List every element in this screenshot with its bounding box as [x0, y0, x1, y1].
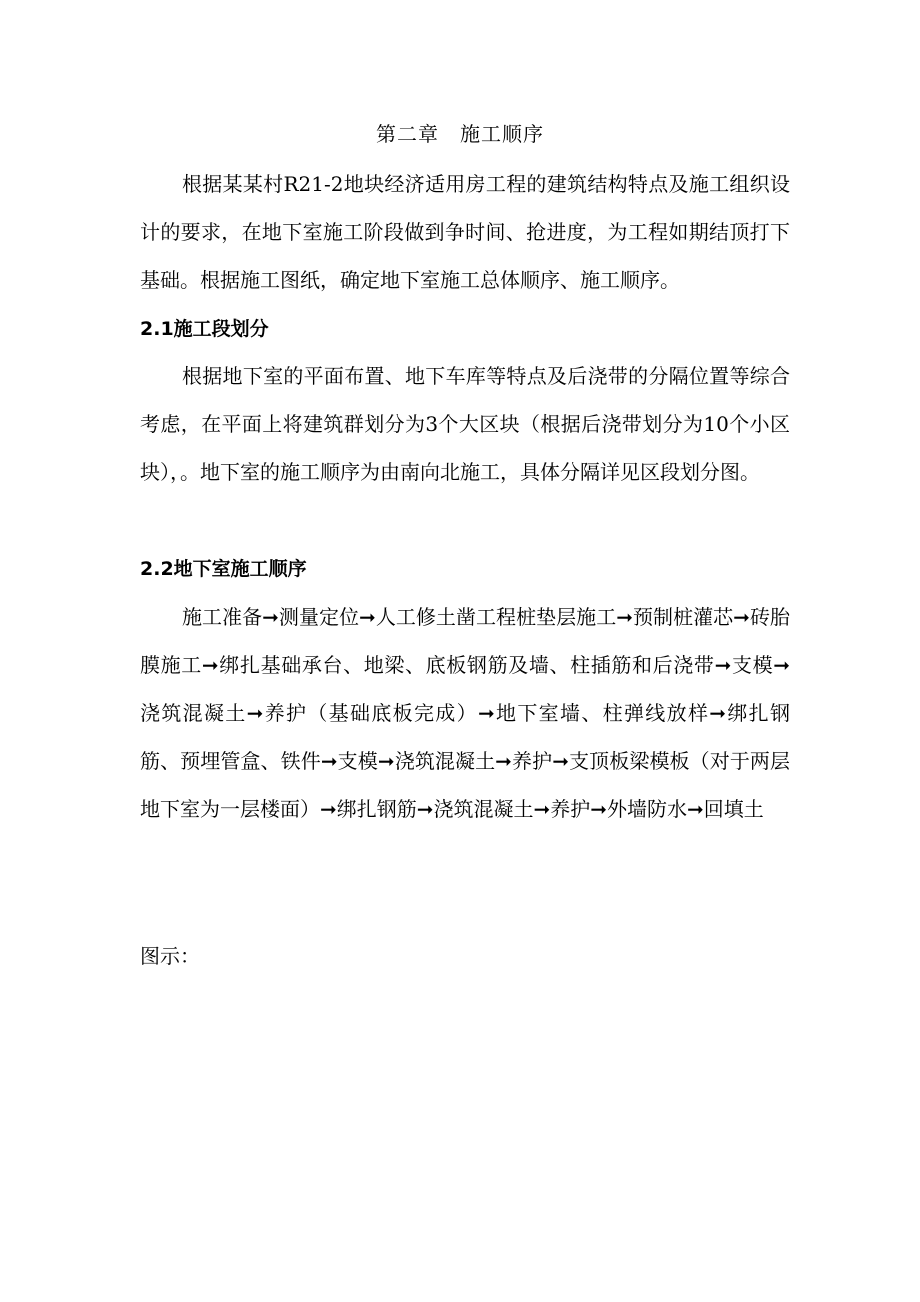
construction-sequence-paragraph: 施工准备➞测量定位➞人工修土凿工程桩垫层施工➞预制桩灌芯➞砖胎膜施工➞绑扎基础承台、地梁、底板钢筋及墙、柱插筋和后浇带➞支模➞浇筑混凝土➞养护（基础底板完成）➞地下室墙、柱弹线放样➞绑扎钢筋、预埋管盒、铁件➞支模➞浇筑混凝土➞养护➞支顶板梁模板（对于两层地下室为一层楼面）➞绑扎钢筋➞浇筑混凝土➞养护➞外墙防水➞回填土	[140, 605, 790, 821]
section-heading-2-2: 2.2地下室施工顺序	[140, 558, 307, 580]
intro-paragraph: 根据某某村R21-2地块经济适用房工程的建筑结构特点及施工组织设计的要求，在地下室施工阶段做到争时间、抢进度，为工程如期结顶打下基础。根据施工图纸，确定地下室施工总体顺序、施工顺序。	[140, 172, 790, 292]
section-heading-2-1: 2.1施工段划分	[140, 318, 269, 340]
chapter-title: 第二章 施工顺序	[376, 122, 544, 146]
figure-label: 图示：	[140, 944, 200, 968]
section-paragraph-2-1: 根据地下室的平面布置、地下车库等特点及后浇带的分隔位置等综合考虑，在平面上将建筑群划分为3个大区块（根据后浇带划分为10个小区块），。地下室的施工顺序为由南向北施工，具体分隔详见区段划分图。	[140, 364, 790, 484]
